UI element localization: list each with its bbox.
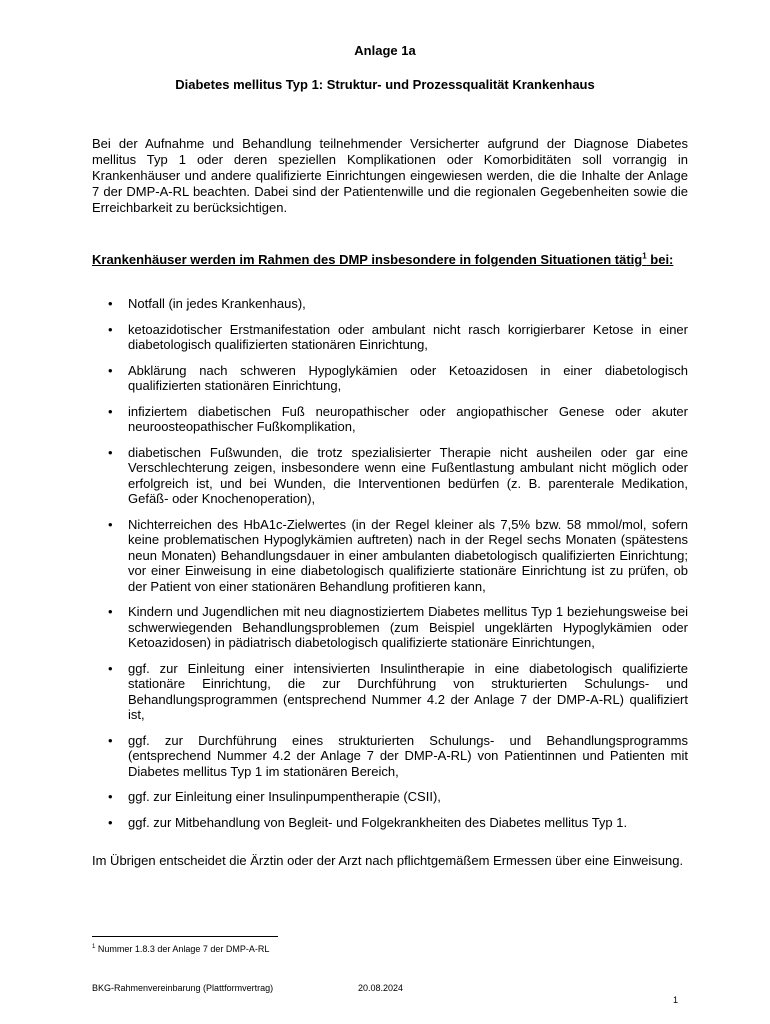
list-item-text: ggf. zur Mitbehandlung von Begleit- und Folgekrankheiten des Diabetes mellitus Typ 1. xyxy=(128,814,628,830)
list-item xyxy=(92,604,688,651)
intro-paragraph: Bei der Aufnahme und Behandlung teilnehmender Versicherter aufgrund der Diagnose Diabetes mellitus Typ 1 oder deren speziellen Komplikationen oder Komorbiditäten soll vorrangig in Krankenhäuser und andere qualifizierte Einrichtungen eingewiesen werden, die die Inhalte der Anlage 7 der DMP-A-RL beachten. Dabei sind der Patientenwille und die regionalen Gegebenheiten sowie die Erreichbarkeit zu berücksichtigen. xyxy=(92,136,688,215)
list-item xyxy=(92,363,688,394)
bullet-icon: • xyxy=(108,789,113,804)
footnote-divider xyxy=(92,936,278,937)
list-item-text: ggf. zur Einleitung einer intensivierten Insulintherapie in eine diabetologisch qualifizierte stationäre Einrichtung, die zur Durchführung von strukturierten Schulungs- und Behandlungsprogrammen (entsprechend Nummer 4.2 der Anlage 7 der DMP-A-RL) qualifiziert ist, xyxy=(128,660,688,722)
bullet-icon: • xyxy=(108,660,113,676)
list-item-text: Abklärung nach schweren Hypoglykämien oder Ketoazidosen in einer diabetologisch qualifizierten stationären Einrichtung, xyxy=(128,362,688,393)
list-item-text: ketoazidotischer Erstmanifestation oder ambulant nicht rasch korrigierbarer Ketose in einer diabetologisch qualifizierten stationären Einrichtung, xyxy=(128,321,688,352)
footer-document-name: BKG-Rahmenvereinbarung (Plattformvertrag) xyxy=(92,983,274,993)
footnote-number: 1 xyxy=(92,944,96,950)
situation-list xyxy=(92,296,688,840)
bullet-icon: • xyxy=(108,403,113,419)
section-heading-suffix: bei: xyxy=(646,252,674,267)
document-subtitle: Diabetes mellitus Typ 1: Struktur- und Prozessqualität Krankenhaus xyxy=(175,77,595,92)
list-item xyxy=(92,733,688,780)
bullet-icon: • xyxy=(108,444,113,460)
page-number: 1 xyxy=(673,995,679,1005)
closing-paragraph: Im Übrigen entscheidet die Ärztin oder der Arzt nach pflichtgemäßem Ermessen über eine Einweisung. xyxy=(92,853,684,868)
list-item xyxy=(92,815,688,831)
bullet-icon: • xyxy=(108,296,113,311)
list-item xyxy=(92,404,688,435)
bullet-icon: • xyxy=(108,516,113,532)
list-item xyxy=(92,789,688,805)
list-item-text: infiziertem diabetischen Fuß neuropathischer oder angiopathischer Genese oder akuter neuroosteopathischer Fußkomplikation, xyxy=(128,403,688,434)
list-item xyxy=(92,661,688,723)
list-item xyxy=(92,322,688,353)
list-item-text: Nichterreichen des HbA1c-Zielwertes (in der Regel kleiner als 7,5% bzw. 58 mmol/mol, sofern keine problematischen Hypoglykämien auftreten) nach in der Regel sechs Monaten (spätestens neun Monaten) Behandlungsdauer in einer ambulanten diabetologisch qualifizierten Einrichtung; vor einer Einweisung in eine diabetologisch qualifizierte stationäre Einrichtung ist zu prüfen, ob der Patient von einer stationären Behandlung profitieren kann, xyxy=(128,516,688,594)
list-item-text: Notfall (in jedes Krankenhaus), xyxy=(128,296,306,311)
list-item xyxy=(92,296,688,312)
bullet-icon: • xyxy=(108,732,113,748)
document-title: Anlage 1a xyxy=(354,43,416,58)
bullet-icon: • xyxy=(108,321,113,337)
list-item xyxy=(92,517,688,595)
footer-date: 20.08.2024 xyxy=(358,983,404,993)
list-item-text: diabetischen Fußwunden, die trotz spezialisierter Therapie nicht ausheilen oder gar eine Verschlechterung zeigen, insbesondere wenn eine Fußentlastung ambulant nicht möglich oder erfolgreich ist, und bei Wunden, die Interventionen bedürfen (z. B. parenterale Medikation, Gefäß- oder Knochenoperation), xyxy=(128,444,688,506)
bullet-icon: • xyxy=(108,814,113,830)
footnote xyxy=(92,944,269,954)
list-item-text: ggf. zur Einleitung einer Insulinpumpentherapie (CSII), xyxy=(128,789,441,804)
footnote-text: Nummer 1.8.3 der Anlage 7 der DMP-A-RL xyxy=(95,944,270,954)
bullet-icon: • xyxy=(108,362,113,378)
footnote-reference: 1 xyxy=(642,251,647,261)
section-heading xyxy=(92,248,688,272)
list-item-text: ggf. zur Durchführung eines strukturierten Schulungs- und Behandlungsprogramms (entsprechend Nummer 4.2 der Anlage 7 der DMP-A-RL) von Patientinnen und Patienten mit Diabetes mellitus Typ 1 im stationären Bereich, xyxy=(128,732,688,779)
bullet-icon: • xyxy=(108,604,113,619)
list-item xyxy=(92,445,688,507)
list-item-text: Kindern und Jugendlichen mit neu diagnostiziertem Diabetes mellitus Typ 1 beziehungsweise bei schwerwiegenden Behandlungsproblemen (zum Beispiel ungeklärten Hypoglykämien oder Ketoazidosen) in pädiatrisch diabetologisch qualifizierte stationäre Einrichtungen, xyxy=(128,604,688,650)
section-heading-text: Krankenhäuser werden im Rahmen des DMP insbesondere in folgenden Situationen tätig xyxy=(92,252,643,267)
